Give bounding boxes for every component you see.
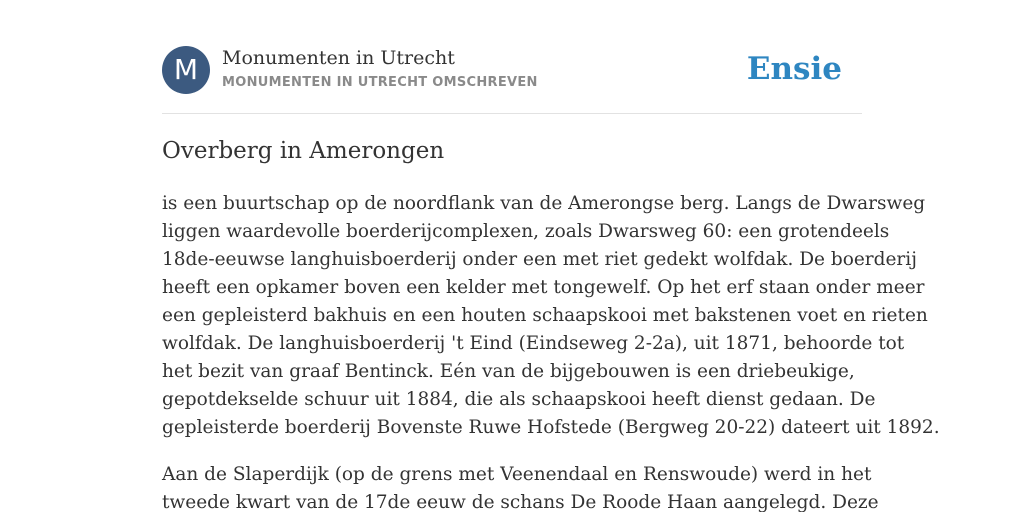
- text-line: gepotdekselde schuur uit 1884, die als schaapskooi heeft dienst gedaan. De: [162, 389, 876, 410]
- text-line: Aan de Slaperdijk (op de grens met Veenendaal en Renswoude) werd in het: [162, 464, 872, 485]
- text-line: 18de-eeuwse langhuisboerderij onder een met riet gedekt wolfdak. De boerderij: [162, 249, 917, 270]
- text-line: gepleisterde boerderij Bovenste Ruwe Hofstede (Bergweg 20-22) dateert uit 1892.: [162, 417, 940, 438]
- source-subtitle: MONUMENTEN IN UTRECHT OMSCHREVEN: [222, 75, 538, 90]
- text-line: tweede kwart van de 17de eeuw de schans De Roode Haan aangelegd. Deze: [162, 492, 879, 512]
- text-line: wolfdak. De langhuisboerderij 't Eind (Eindseweg 2-2a), uit 1871, behoorde tot: [162, 333, 905, 354]
- text-line: heeft een opkamer boven een kelder met tongewelf. Op het erf staan onder meer: [162, 277, 925, 298]
- text-line: het bezit van graaf Bentinck. Eén van de bijgebouwen is een driebeukige,: [162, 361, 855, 382]
- header-divider: [162, 113, 862, 114]
- text-line: is een buurtschap op de noordflank van de Amerongse berg. Langs de Dwarsweg: [162, 193, 926, 214]
- article-title: Overberg in Amerongen: [162, 138, 445, 164]
- text-line: liggen waardevolle boerderijcomplexen, zoals Dwarsweg 60: een grotendeels: [162, 221, 890, 242]
- article-body: [162, 190, 940, 512]
- avatar[interactable]: M: [162, 46, 210, 94]
- paragraph: [162, 190, 940, 442]
- brand-logo[interactable]: Ensie: [746, 51, 842, 87]
- source-title[interactable]: Monumenten in Utrecht: [222, 47, 455, 69]
- header: [162, 46, 862, 96]
- paragraph: [162, 461, 879, 512]
- text-line: een gepleisterd bakhuis en een houten schaapskooi met bakstenen voet en rieten: [162, 305, 928, 326]
